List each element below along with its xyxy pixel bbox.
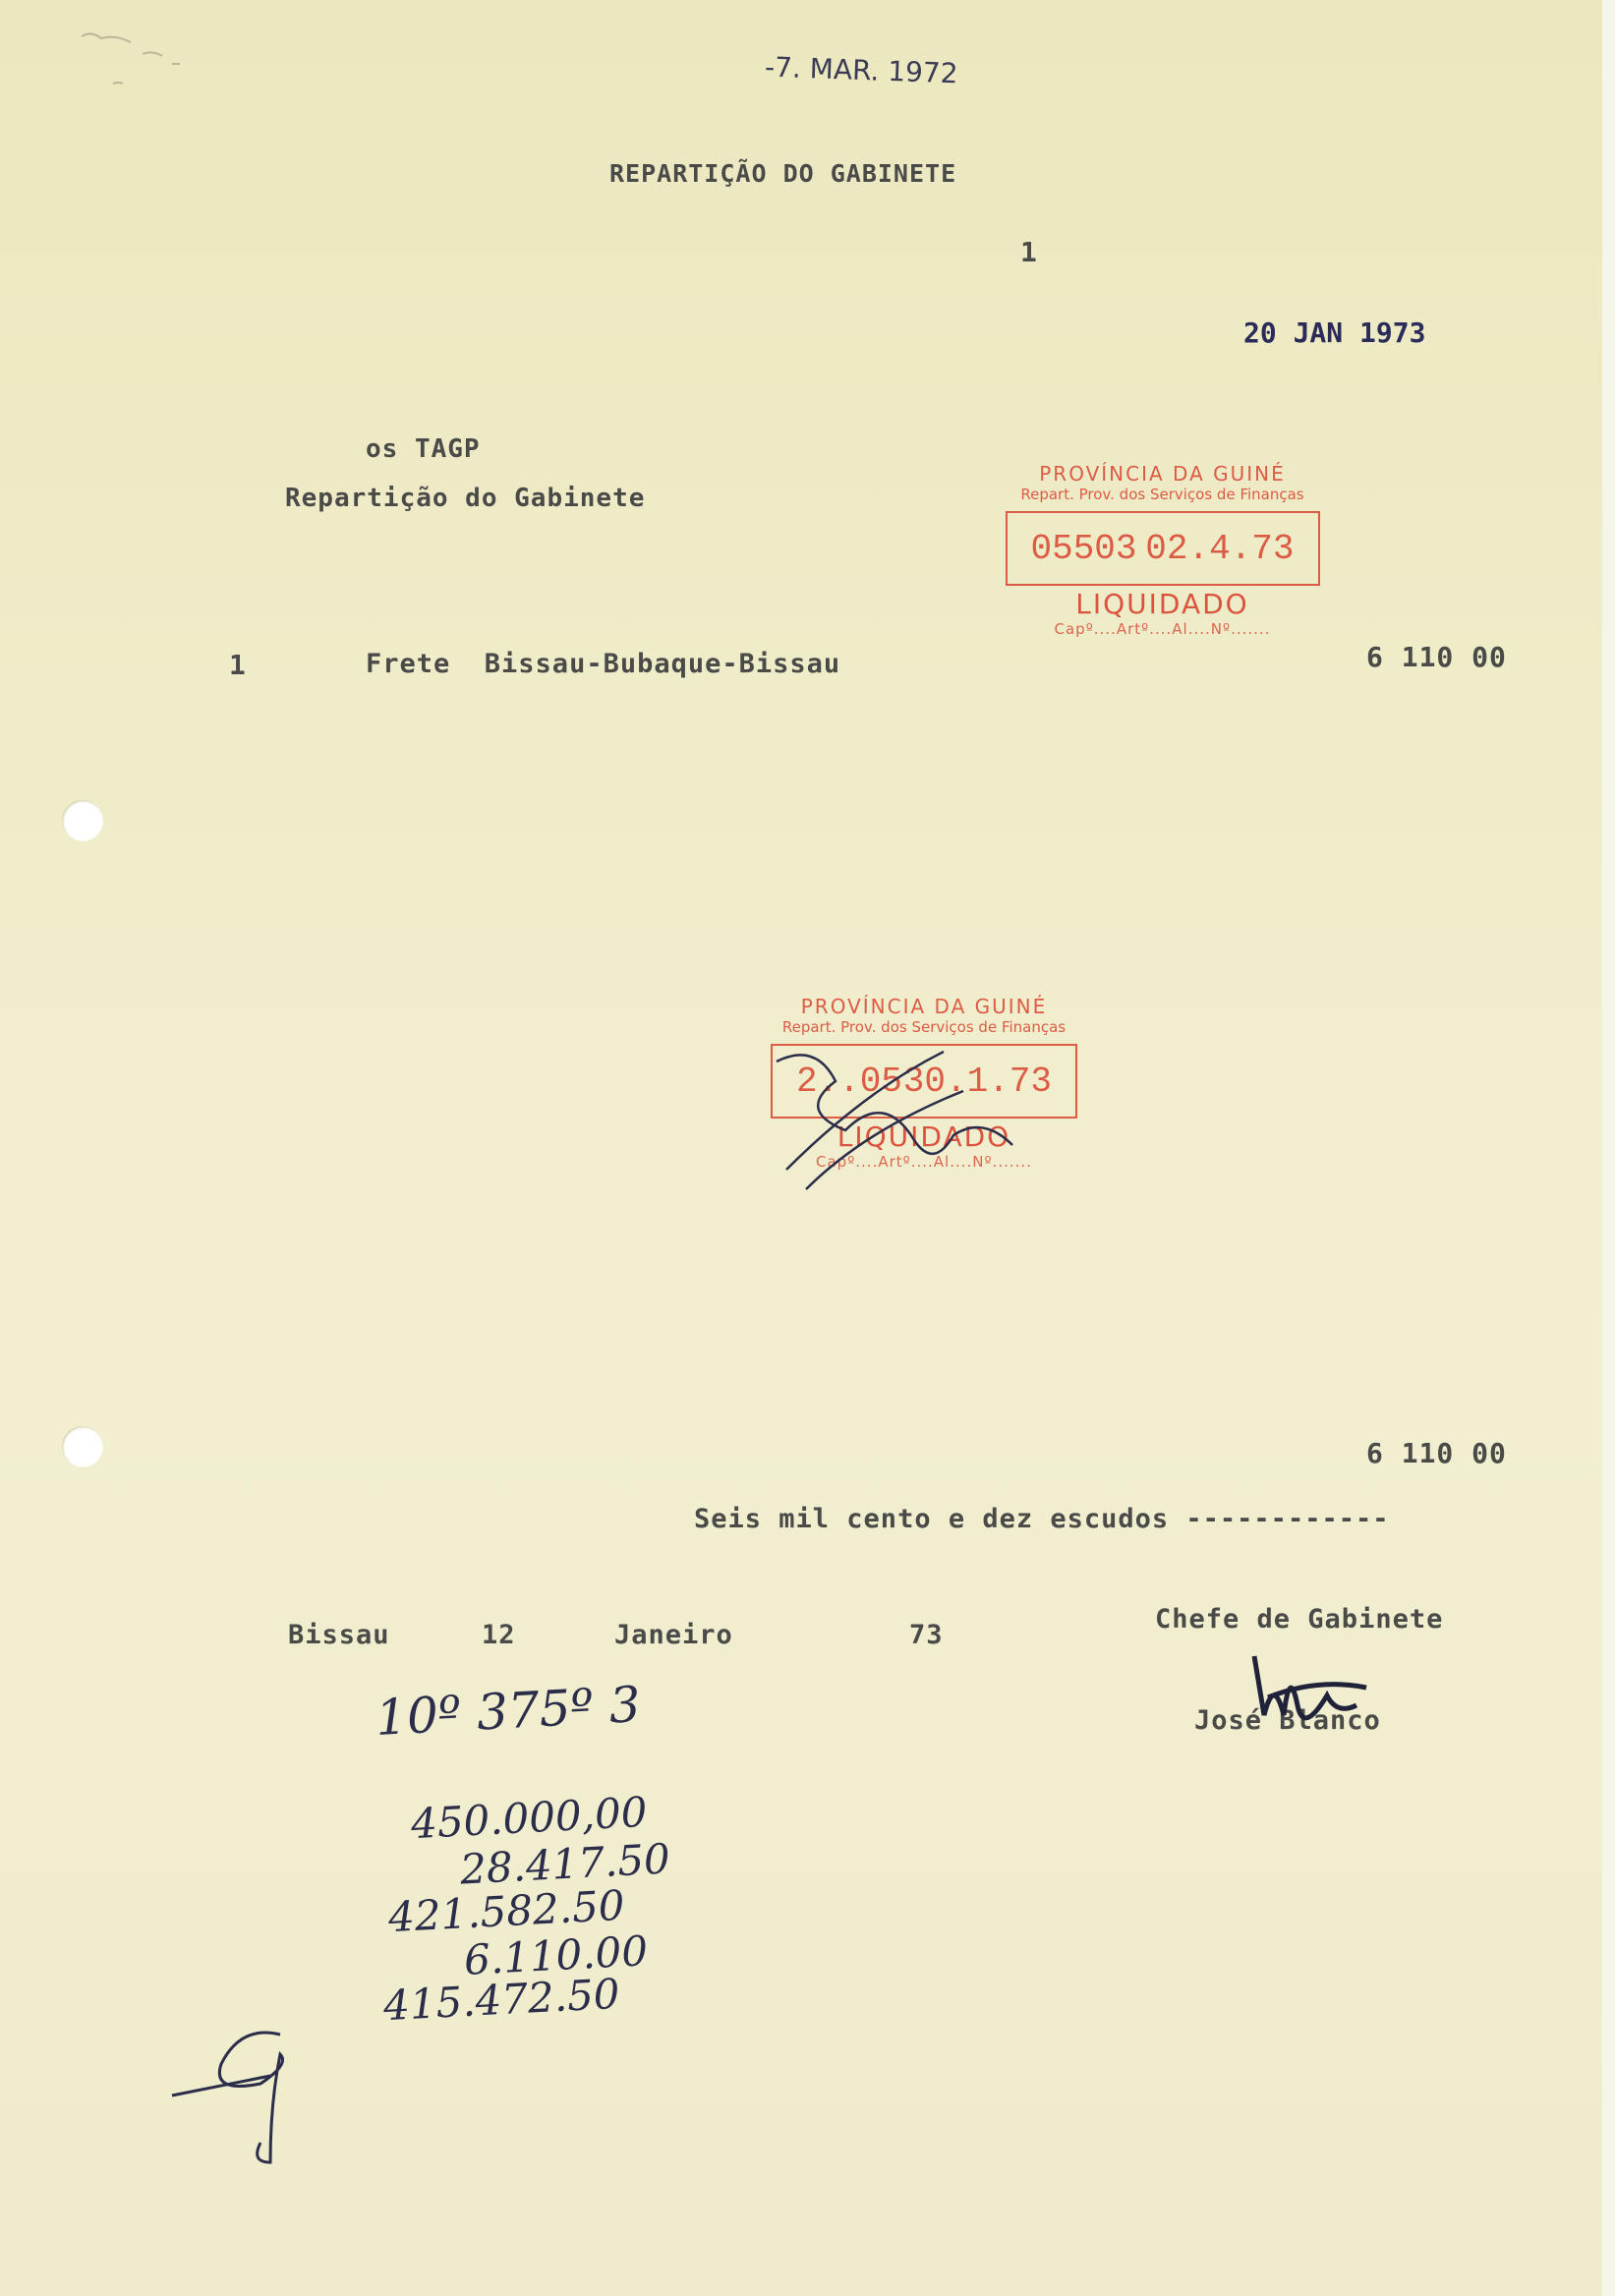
calc-line-5: 415.472.50 [381,1969,621,2031]
calc-line-1: 450.000,00 [409,1787,649,1849]
item-qty: 1 [229,649,247,681]
signatory-title: Chefe de Gabinete [1155,1604,1444,1635]
total-amount: 6 110 00 [1366,1437,1507,1469]
stamp-office: Repart. Prov. dos Serviços de Finanças [781,1018,1067,1036]
stamp-box [1006,511,1320,586]
year: 73 [909,1620,944,1650]
stamp-province: PROVÍNCIA DA GUINÉ [800,995,1048,1018]
handwritten-ref: 10º 375º 3 [374,1675,643,1748]
total-in-words: Seis mil cento e dez escudos ------------ [694,1504,1390,1534]
stamp-status: LIQUIDADO [836,1120,1011,1153]
calc-line-3: 421.582.50 [386,1880,626,1942]
stamp-number: 05503 [1030,528,1137,569]
recipient-line1: os TAGP [366,434,481,464]
punch-hole-bottom [62,1426,103,1467]
item-amount: 6 110 00 [1366,641,1507,673]
stamp-number: 2..05 [796,1061,903,1102]
stamp-status: LIQUIDADO [1075,588,1249,620]
cancel-scribble [747,1022,1071,1199]
stamp-date: 30.1.73 [902,1061,1052,1102]
smudge-mark [74,25,221,113]
received-date-stamp: -7. MAR. 1972 [764,50,959,90]
page-number: 1 [1020,236,1038,268]
signatory-name: José Blanco [1194,1705,1381,1736]
stamp-province: PROVÍNCIA DA GUINÉ [1039,462,1286,486]
handwritten-mark [162,2025,339,2162]
item-description: Frete Bissau-Bubaque-Bissau [366,649,841,679]
month: Janeiro [614,1620,733,1650]
calc-line-4: 6.110.00 [462,1926,650,1984]
page-edge [1602,0,1615,2296]
day: 12 [482,1620,516,1650]
place: Bissau [288,1620,390,1650]
recipient-line2: Repartição do Gabinete [285,484,646,513]
calc-line-2: 28.417.50 [458,1834,671,1894]
stamp-fields: Capº....Artº....Al....Nº....... [1054,620,1271,638]
date-stamp: 20 JAN 1973 [1243,316,1426,349]
liquidado-stamp-1 [983,462,1342,638]
stamp-fields: Capº....Artº....Al....Nº....... [816,1153,1032,1171]
stamp-office: Repart. Prov. dos Serviços de Finanças [1020,486,1304,503]
page-heading: REPARTIÇÃO DO GABINETE [609,159,957,188]
stamp-date: 02.4.73 [1145,528,1295,569]
signature [1248,1627,1376,1735]
punch-hole-top [62,800,103,841]
